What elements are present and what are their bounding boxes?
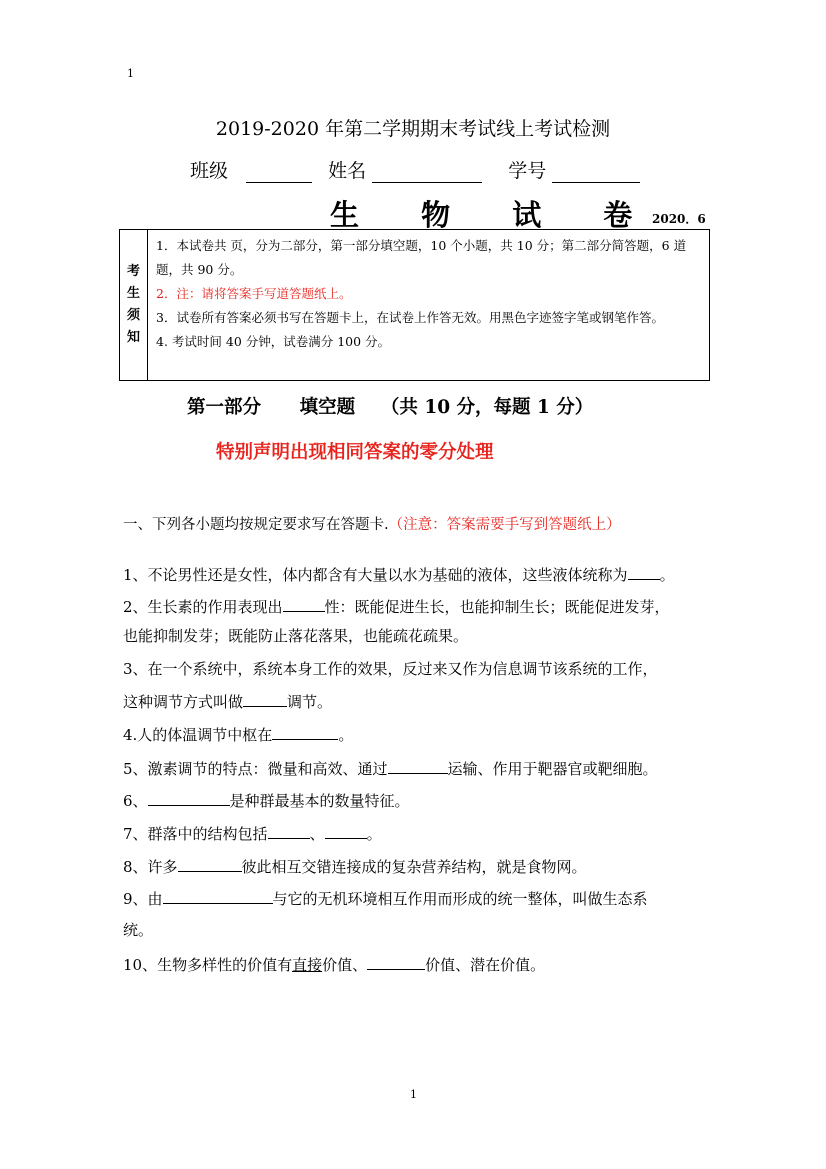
question-text: 7、群落中的结构包括	[123, 825, 268, 843]
instruction-note: （注意：答案需要手写到答题纸上）	[388, 517, 621, 533]
question-text: 、	[309, 825, 325, 843]
question-text: 运输、作用于靶器官或靶细胞。	[447, 760, 658, 778]
class-label: 班级	[190, 160, 229, 182]
question-text: 彼此相互交错连接成的复杂营养结构，就是食物网。	[241, 858, 587, 876]
question-2-line2: 也能抑制发芽；既能防止落花落果，也能疏花疏果。	[123, 627, 469, 645]
question-text: 。	[338, 726, 354, 744]
id-label: 学号	[508, 160, 547, 182]
answer-blank[interactable]	[325, 822, 367, 839]
question-2	[123, 595, 670, 617]
page-number-top: 1	[127, 67, 134, 80]
answer-blank[interactable]	[628, 563, 660, 580]
section-instruction	[123, 513, 621, 534]
notice-label-char: 须	[126, 308, 140, 323]
answer-blank[interactable]	[367, 953, 425, 970]
notice-label-char: 知	[126, 330, 140, 345]
notice-box	[119, 229, 710, 381]
notice-item-2: 2．注：请将答案手写道答题纸上。	[156, 286, 352, 301]
id-blank[interactable]	[552, 162, 640, 183]
question-3: 3、在一个系统中，系统本身工作的效果，反过来又作为信息调节该系统的工作，	[123, 660, 658, 678]
answer-blank[interactable]	[388, 757, 448, 774]
question-text: 8、许多	[123, 858, 178, 876]
name-label: 姓名	[328, 160, 367, 182]
exam-title: 2019-2020 年第二学期期末考试线上考试检测	[215, 118, 611, 140]
question-9	[123, 887, 648, 909]
question-9-line2: 统。	[123, 921, 154, 939]
question-7	[123, 822, 382, 844]
name-blank[interactable]	[372, 162, 482, 183]
question-6	[123, 789, 410, 811]
question-text: 这种调节方式叫做	[123, 693, 244, 711]
answer-blank[interactable]	[163, 887, 273, 904]
question-5	[123, 757, 658, 779]
question-text: 是种群最基本的数量特征。	[229, 792, 410, 810]
question-text: 价值、	[322, 956, 368, 974]
question-text: 价值、潜在价值。	[425, 956, 546, 974]
question-text: 性：既能促进生长，也能抑制生长；既能促进发芽，	[324, 598, 670, 616]
question-text: 4.人的体温调节中枢在	[123, 726, 273, 744]
answer-blank[interactable]	[148, 789, 230, 806]
notice-label	[120, 230, 148, 381]
question-10	[123, 953, 545, 975]
question-text: 2、生长素的作用表现出	[123, 598, 283, 616]
page-number-bottom: 1	[410, 1088, 417, 1101]
question-text: 5、激素调节的特点：微量和高效、通过	[123, 760, 388, 778]
question-text: 调节。	[287, 693, 333, 711]
question-text: 与它的无机环境相互作用而形成的统一整体，叫做生态系	[272, 890, 648, 908]
student-info-line	[190, 156, 640, 183]
part1-title: 第一部分 填空题 （共 10 分，每题 1 分）	[187, 397, 594, 418]
notice-label-char: 生	[126, 286, 140, 301]
question-text: 。	[366, 825, 382, 843]
notice-label-char: 考	[126, 264, 140, 279]
notice-content	[148, 230, 710, 381]
question-1	[123, 563, 675, 585]
question-text: 9、由	[123, 890, 163, 908]
underlined-text: 直接	[292, 956, 323, 974]
exam-date: 2020．6	[652, 212, 706, 226]
question-text: 。	[659, 566, 675, 584]
answer-blank[interactable]	[283, 595, 325, 612]
question-text: 10、生物多样性的价值有	[123, 956, 293, 974]
subject-title: 生 物 试 卷	[330, 198, 659, 232]
answer-blank[interactable]	[268, 822, 310, 839]
answer-blank[interactable]	[272, 723, 338, 740]
question-4	[123, 723, 353, 745]
instruction-text: 一、下列各小题均按规定要求写在答题卡.	[123, 517, 389, 533]
question-8	[123, 855, 587, 877]
answer-blank[interactable]	[243, 690, 287, 707]
part1-warning: 特别声明出现相同答案的零分处理	[216, 442, 494, 463]
notice-item-4: 4. 考试时间 40 分钟，试卷满分 100 分。	[156, 334, 391, 349]
answer-blank[interactable]	[178, 855, 242, 872]
notice-item-3: 3．试卷所有答案必须书写在答题卡上，在试卷上作答无效。用黑色字迹签字笔或钢笔作答。	[156, 310, 664, 325]
class-blank[interactable]	[246, 162, 312, 183]
question-text: 1、不论男性还是女性，体内都含有大量以水为基础的液体，这些液体统称为	[123, 566, 628, 584]
question-text: 6、	[123, 792, 148, 810]
question-3-line2	[123, 690, 332, 712]
notice-item-1: 1．本试卷共 页，分为二部分，第一部分填空题，10 个小题，共 10 分；第二部分简答题，6 道题，共 90 分。	[156, 238, 687, 277]
